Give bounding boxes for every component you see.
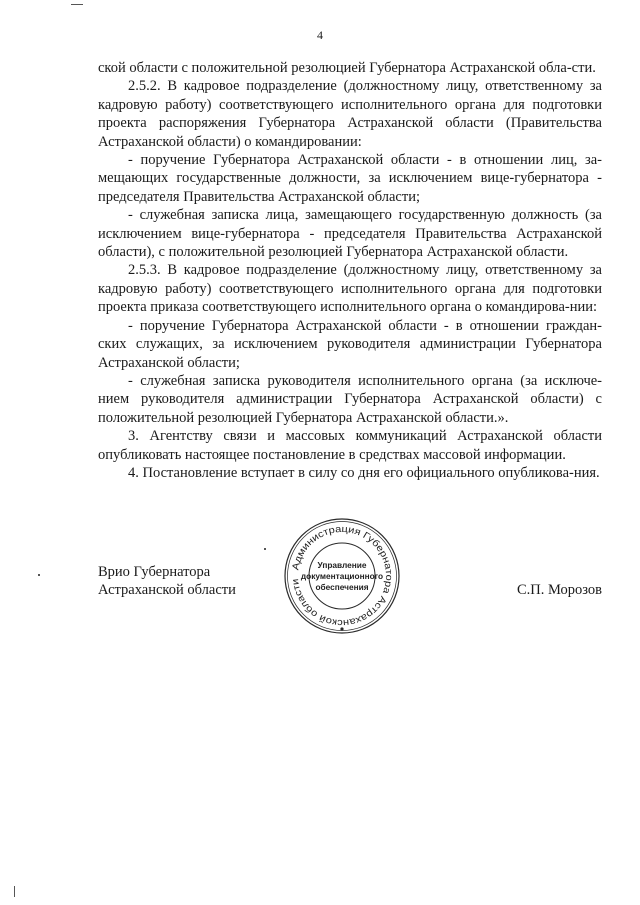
signatory-title-line: Астраханской области [98, 582, 236, 599]
paragraph: 2.5.2. В кадровое подразделение (должностному лицу, ответственному за кадровую работу) соответствующего исполнительного органа для подготовки проекта распоряжения Губернатора Астраханской области (Правительства Астраханской области) о командировании: [98, 78, 602, 150]
signatory-name: С.П. Морозов [516, 582, 602, 598]
scan-speck [264, 548, 266, 550]
signatory-title [98, 563, 236, 600]
scan-speck [14, 886, 15, 897]
seal-ring-textpath: Администрация Губернатора Астраханской области [290, 523, 395, 629]
paragraph: 2.5.3. В кадровое подразделение (должностному лицу, ответственному за кадровую работу) соответствующего исполнительного органа для подготовки проекта приказа соответствующего исполнительного органа о командирова-нии: [98, 262, 602, 316]
page-number: 4 [317, 28, 323, 42]
paragraph: 4. Постановление вступает в силу со дня его официального опубликова-ния. [128, 464, 600, 481]
seal-dot [340, 627, 343, 630]
seal-center-line: документационного [300, 571, 384, 581]
scan-speck [71, 4, 83, 5]
paragraph: - поручение Губернатора Астраханской области - в отношении граждан-ских служащих, за исключением руководителя администрации Губернатора Астраханской области; [98, 317, 602, 371]
seal-center-line: обеспечения [315, 582, 369, 592]
paragraph: - поручение Губернатора Астраханской области - в отношении лиц, за-мещающих государственные должности, за исключением вице-губернатора - председателя Правительства Астраханской области; [98, 152, 602, 205]
paragraph: - служебная записка лица, замещающего государственную должность (за исключением вице-губернатора - председателя Правительства Астраханской области), с положительной резолюцией Губернатора Астраханской области. [98, 207, 602, 261]
official-seal [282, 516, 402, 636]
paragraph: - служебная записка руководителя исполнительного органа (за исключе-нием руководителя администрации Губернатора Астраханской области) с положительной резолюцией Губернатора Астраханской области.». [98, 372, 602, 426]
signatory-title-line: Врио Губернатора [98, 564, 211, 580]
paragraph: 3. Агентству связи и массовых коммуникаций Астраханской области опубликовать настоящее постановление в средствах массовой информации. [98, 428, 602, 463]
paragraph: ской области с положительной резолюцией Губернатора Астраханской обла-сти. [98, 60, 596, 76]
scan-speck [38, 574, 40, 576]
seal-center-line: Управление [317, 560, 367, 570]
document-body [98, 59, 602, 482]
seal-graphic [282, 516, 402, 636]
